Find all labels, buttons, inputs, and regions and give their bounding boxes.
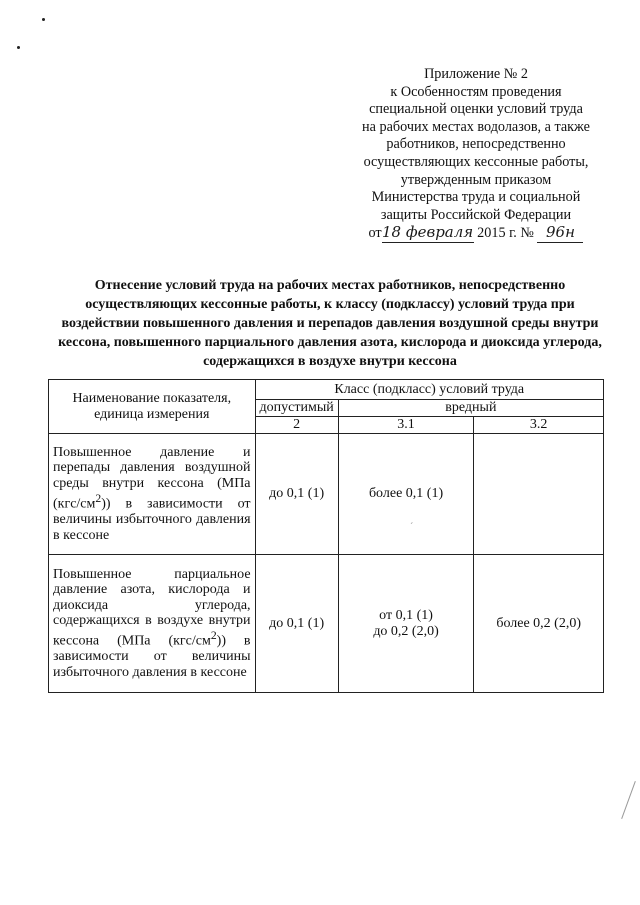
harmful-header: вредный (338, 400, 603, 417)
class-2-value: до 0,1 (1) (255, 555, 338, 693)
table-row (49, 555, 604, 693)
appendix-line: защиты Российской Федерации (380, 206, 572, 223)
class-2-value: до 0,1 (1) (255, 434, 338, 555)
class-3-2-value (474, 434, 604, 555)
appendix-line: специальной оценки условий труда (369, 101, 583, 118)
order-line (352, 224, 600, 243)
class-header: Класс (подкласс) условий труда (255, 380, 603, 400)
class-2-header: 2 (255, 417, 338, 434)
appendix-line: работников, непосредственно (386, 136, 566, 153)
allowed-header: допустимый (255, 400, 338, 417)
class-3-1-header: 3.1 (338, 417, 474, 434)
scan-mark: ˊ (410, 522, 414, 533)
scan-edge-mark (621, 781, 636, 819)
scan-speck-2 (17, 46, 20, 49)
appendix-line: к Особенностям проведения (390, 83, 562, 100)
class-3-1-value: от 0,1 (1) до 0,2 (2,0) (338, 555, 474, 693)
table-row (49, 434, 604, 555)
indicator-name-header: Наименование показателя, единица измерения (49, 380, 256, 434)
scan-speck-1 (42, 18, 45, 21)
appendix-header (352, 66, 600, 243)
class-3-2-value: более 0,2 (2,0) (474, 555, 604, 693)
class-3-1-value: более 0,1 (1) (338, 434, 474, 555)
indicator-name-cell: Повышенное давление и перепады давления воздушной среды внутри кессона (МПа $(кгс/см^2)$) в зависимости от величины избыточного давления в кессоне (49, 434, 256, 555)
order-year: 2015 г. № (477, 225, 534, 242)
appendix-line: Приложение № 2 (424, 66, 528, 82)
conditions-table (48, 379, 604, 693)
class-3-2-header: 3.2 (474, 417, 604, 434)
indicator-name-cell: Повышенное парциальное давление азота, кислорода и диоксида углерода, содержащихся в воздухе внутри кессона (МПа $(кгс/см^2)$) в зависимости от величины избыточного давления в кессоне (49, 555, 256, 693)
appendix-line: осуществляющих кессонные работы, (363, 153, 589, 170)
handwritten-order-number: 96н (537, 224, 583, 243)
appendix-line: на рабочих местах водолазов, а также (362, 118, 590, 135)
handwritten-order-date: 18 февраля (381, 223, 474, 242)
table-header-row (49, 380, 604, 400)
document-title: Отнесение условий труда на рабочих местах работников, непосредственно осуществляющих кессонные работы, к классу (подклассу) условий труда при воздействии повышенного давления и перепадов давления воздушной среды внутри кессона, повышенного парциального давления азота, кислорода и диоксида углерода, содержащихся в воздухе внутри кессона (58, 278, 602, 369)
appendix-line: Министерства труда и социальной (371, 189, 581, 206)
appendix-line: утвержденным приказом (400, 171, 552, 188)
order-prefix: от (368, 225, 382, 242)
